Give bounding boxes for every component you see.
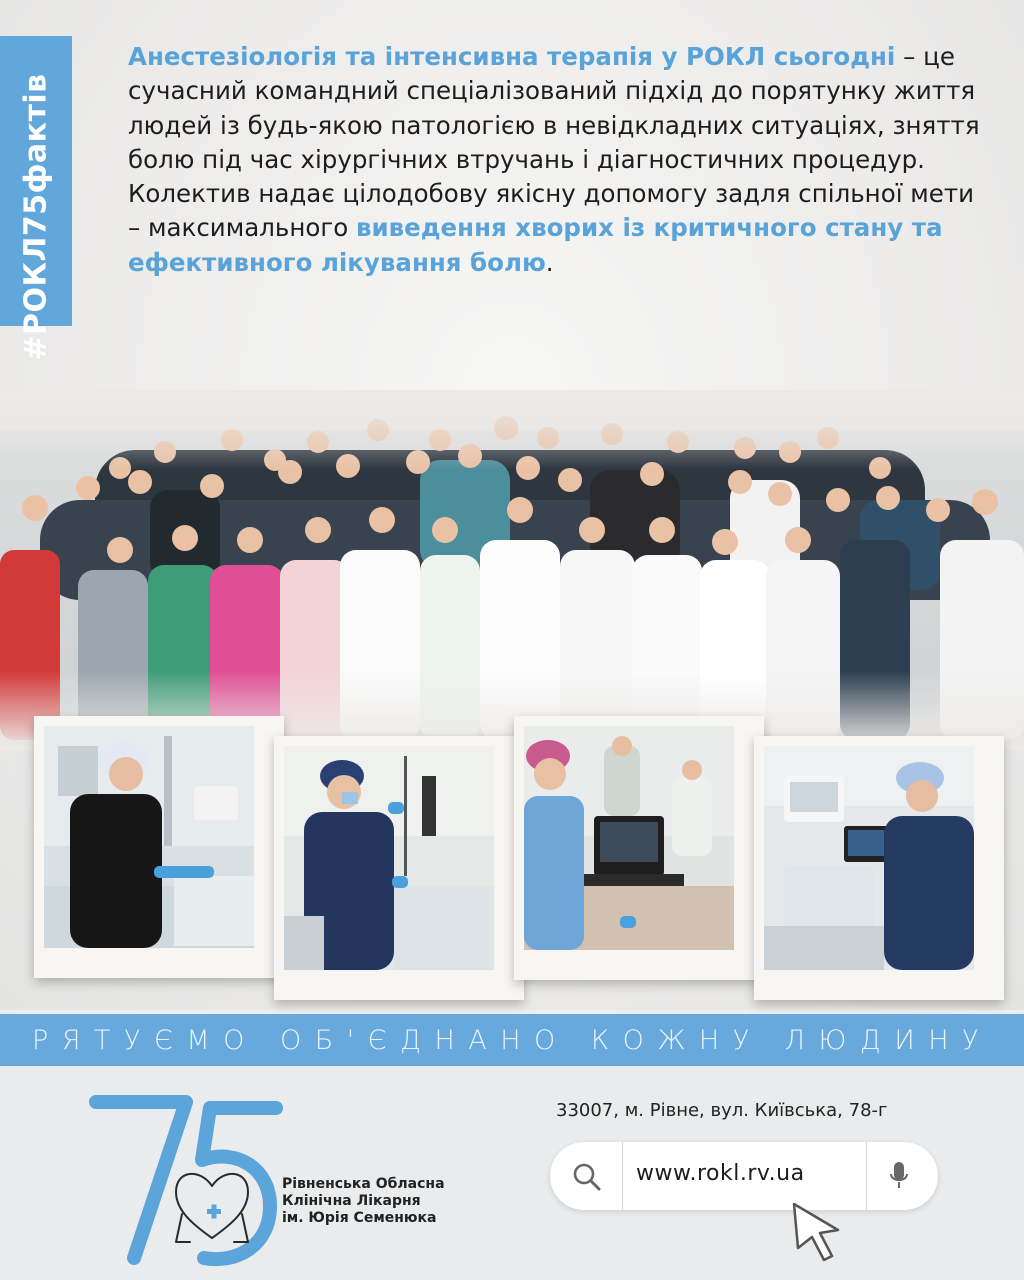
slogan-text: РЯТУЄМО ОБ'ЄДНАНО КОЖНУ ЛЮДИНУ (32, 1024, 992, 1056)
intro-body-text: – це сучасний командний спеціалізований підхід до порятунку життя людей із будь-якою патологією в невідкладних ситуаціях, зняття болю під час хірургічних втручань і діагностичних процедур. Колектив надає цілодобову якісну допомогу задля спільної мети – максимального (128, 42, 980, 243)
hospital-name-line-1: Рівненська Обласна (282, 1176, 445, 1192)
intro-highlight-title: Анестезіологія та інтенсивна терапія у РОКЛ сьогодні (128, 42, 896, 71)
intro-end-punctuation: . (545, 247, 554, 277)
photo-ventilator-monitoring (754, 736, 1004, 1000)
address: 33007, м. Рівне, вул. Київська, 78-г (556, 1100, 888, 1121)
photo-doctor-with-endoscope (274, 736, 524, 1000)
intro-highlight-goal: виведення хворих із критичного стану та ефективного лікування болю (128, 213, 943, 277)
photo-ultrasound-procedure (514, 716, 764, 980)
search-divider (866, 1142, 867, 1210)
team-group-photo (0, 390, 1024, 750)
search-divider (622, 1142, 623, 1210)
intro-paragraph (128, 40, 988, 280)
arrow-cursor-icon (790, 1200, 850, 1268)
photo-nurse-at-bedside (34, 716, 284, 978)
hospital-name (282, 1176, 502, 1227)
website-search-bar[interactable] (550, 1142, 938, 1210)
website-url[interactable]: www.rokl.rv.ua (636, 1161, 805, 1186)
slogan-band (0, 1014, 1024, 1066)
hashtag-label: #РОКЛ75фактів (18, 73, 54, 361)
anniversary-75-logo (86, 1088, 286, 1272)
hospital-name-line-3: ім. Юрія Семенюка (282, 1210, 437, 1226)
microphone-icon[interactable] (888, 1160, 910, 1196)
hospital-name-line-2: Клінічна Лікарня (282, 1193, 421, 1209)
hashtag-tab (0, 36, 72, 361)
search-icon[interactable] (572, 1162, 602, 1196)
